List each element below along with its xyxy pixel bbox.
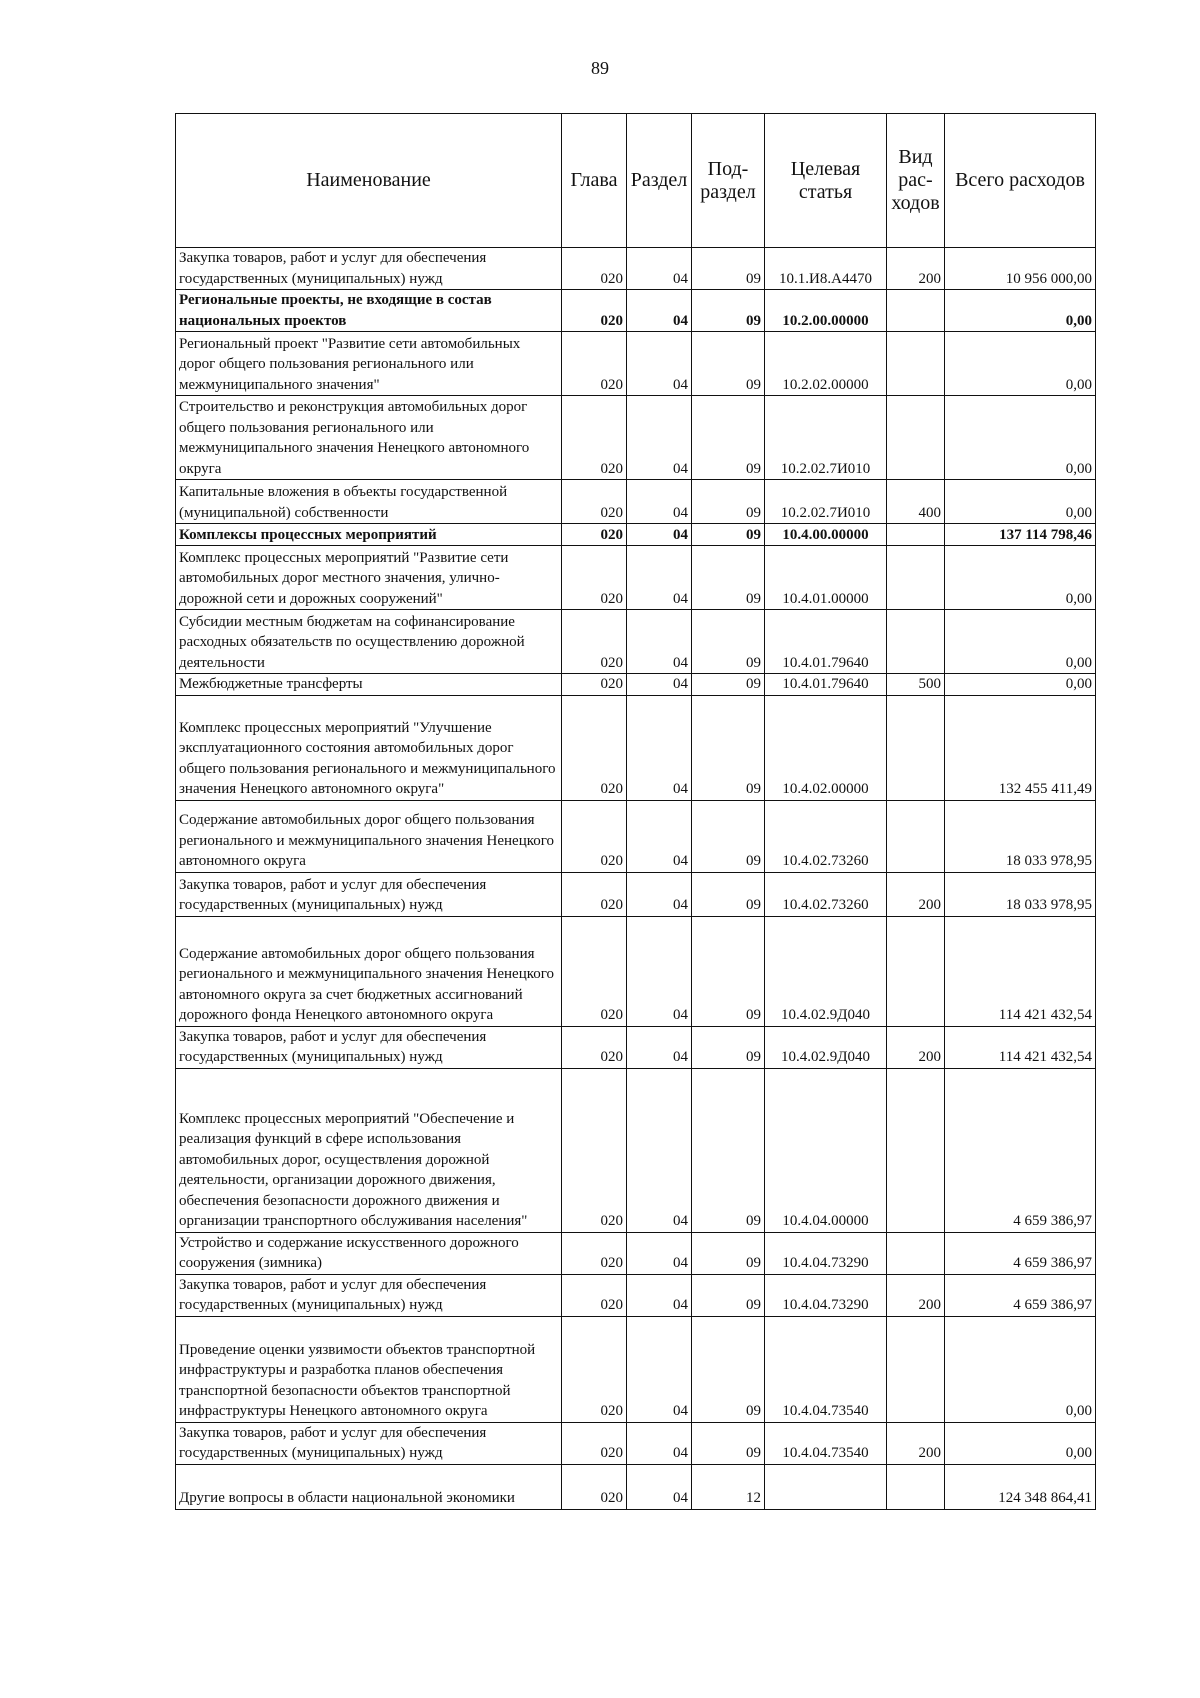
cell-subsection: 09	[692, 546, 765, 610]
cell-target-article	[765, 1464, 887, 1509]
header-chapter: Глава	[562, 114, 627, 248]
cell-section: 04	[627, 332, 692, 396]
cell-subsection: 09	[692, 872, 765, 916]
cell-chapter: 020	[562, 524, 627, 546]
cell-section: 04	[627, 800, 692, 872]
cell-expense-kind: 200	[887, 1422, 945, 1464]
cell-expense-kind: 200	[887, 1274, 945, 1316]
cell-expense-kind	[887, 1232, 945, 1274]
cell-section: 04	[627, 1422, 692, 1464]
table-row	[176, 1274, 1096, 1316]
cell-expense-kind	[887, 332, 945, 396]
cell-total: 0,00	[945, 674, 1096, 696]
cell-name: Комплексы процессных мероприятий	[176, 524, 562, 546]
cell-total: 4 659 386,97	[945, 1232, 1096, 1274]
cell-total: 10 956 000,00	[945, 248, 1096, 290]
cell-chapter: 020	[562, 248, 627, 290]
cell-total: 4 659 386,97	[945, 1068, 1096, 1232]
cell-target-article: 10.2.00.00000	[765, 290, 887, 332]
cell-chapter: 020	[562, 1464, 627, 1509]
cell-chapter: 020	[562, 695, 627, 800]
cell-target-article: 10.4.01.79640	[765, 610, 887, 674]
cell-total: 0,00	[945, 480, 1096, 524]
cell-subsection: 09	[692, 800, 765, 872]
cell-target-article: 10.2.02.7И010	[765, 396, 887, 480]
cell-subsection: 12	[692, 1464, 765, 1509]
cell-name: Региональные проекты, не входящие в состав национальных проектов	[176, 290, 562, 332]
cell-section: 04	[627, 1274, 692, 1316]
cell-section: 04	[627, 1316, 692, 1422]
cell-expense-kind: 500	[887, 674, 945, 696]
cell-total: 18 033 978,95	[945, 872, 1096, 916]
cell-name: Устройство и содержание искусственного дорожного сооружения (зимника)	[176, 1232, 562, 1274]
cell-target-article: 10.2.02.7И010	[765, 480, 887, 524]
cell-expense-kind	[887, 916, 945, 1026]
cell-expense-kind	[887, 695, 945, 800]
cell-total: 137 114 798,46	[945, 524, 1096, 546]
cell-expense-kind	[887, 546, 945, 610]
cell-expense-kind	[887, 396, 945, 480]
table-row	[176, 1068, 1096, 1232]
table-row	[176, 290, 1096, 332]
cell-expense-kind	[887, 290, 945, 332]
table-row	[176, 546, 1096, 610]
table-row	[176, 1316, 1096, 1422]
cell-total: 0,00	[945, 1422, 1096, 1464]
cell-subsection: 09	[692, 396, 765, 480]
table-row	[176, 480, 1096, 524]
cell-chapter: 020	[562, 1068, 627, 1232]
cell-section: 04	[627, 546, 692, 610]
header-subsection: Под- раздел	[692, 114, 765, 248]
cell-name: Комплекс процессных мероприятий "Улучшение эксплуатационного состояния автомобильных дорог общего пользования регионального и межмуниципального значения Ненецкого автономного округа"	[176, 695, 562, 800]
cell-name: Субсидии местным бюджетам на софинансирование расходных обязательств по осуществлению дорожной деятельности	[176, 610, 562, 674]
cell-total: 0,00	[945, 396, 1096, 480]
cell-target-article: 10.1.И8.А4470	[765, 248, 887, 290]
cell-section: 04	[627, 524, 692, 546]
cell-chapter: 020	[562, 872, 627, 916]
cell-name: Закупка товаров, работ и услуг для обеспечения государственных (муниципальных) нужд	[176, 1422, 562, 1464]
cell-expense-kind	[887, 1316, 945, 1422]
header-name: Наименование	[176, 114, 562, 248]
cell-chapter: 020	[562, 610, 627, 674]
cell-section: 04	[627, 248, 692, 290]
cell-target-article: 10.4.04.73290	[765, 1232, 887, 1274]
cell-section: 04	[627, 396, 692, 480]
table-row	[176, 524, 1096, 546]
cell-subsection: 09	[692, 1068, 765, 1232]
cell-total: 132 455 411,49	[945, 695, 1096, 800]
cell-chapter: 020	[562, 1316, 627, 1422]
cell-total: 0,00	[945, 1316, 1096, 1422]
cell-total: 0,00	[945, 610, 1096, 674]
cell-subsection: 09	[692, 695, 765, 800]
cell-name: Закупка товаров, работ и услуг для обеспечения государственных (муниципальных) нужд	[176, 248, 562, 290]
cell-target-article: 10.4.04.73290	[765, 1274, 887, 1316]
cell-name: Содержание автомобильных дорог общего пользования регионального и межмуниципального значения Ненецкого автономного округа за счет бюджетных ассигнований дорожного фонда Ненецкого автономного округа	[176, 916, 562, 1026]
cell-chapter: 020	[562, 396, 627, 480]
cell-expense-kind	[887, 1464, 945, 1509]
cell-subsection: 09	[692, 1274, 765, 1316]
cell-name: Межбюджетные трансферты	[176, 674, 562, 696]
cell-expense-kind: 200	[887, 1026, 945, 1068]
cell-name: Комплекс процессных мероприятий "Развитие сети автомобильных дорог местного значения, улично-дорожной сети и дорожных сооружений"	[176, 546, 562, 610]
cell-chapter: 020	[562, 480, 627, 524]
cell-chapter: 020	[562, 1232, 627, 1274]
cell-name: Другие вопросы в области национальной экономики	[176, 1464, 562, 1509]
cell-section: 04	[627, 695, 692, 800]
cell-total: 4 659 386,97	[945, 1274, 1096, 1316]
cell-section: 04	[627, 1464, 692, 1509]
cell-name: Комплекс процессных мероприятий "Обеспечение и реализация функций в сфере использования автомобильных дорог, осуществления дорожной деятельности, организации дорожного движения, обеспечения безопасности дорожного движения и организации транспортного обслуживания населения"	[176, 1068, 562, 1232]
cell-expense-kind	[887, 524, 945, 546]
table-body	[176, 248, 1096, 1510]
header-expense-kind: Вид рас- ходов	[887, 114, 945, 248]
cell-expense-kind	[887, 800, 945, 872]
cell-target-article: 10.4.02.73260	[765, 800, 887, 872]
cell-chapter: 020	[562, 800, 627, 872]
cell-subsection: 09	[692, 1026, 765, 1068]
page-number: 89	[591, 58, 609, 78]
table-row	[176, 610, 1096, 674]
cell-chapter: 020	[562, 916, 627, 1026]
cell-subsection: 09	[692, 674, 765, 696]
table-row	[176, 872, 1096, 916]
cell-total: 114 421 432,54	[945, 1026, 1096, 1068]
cell-chapter: 020	[562, 674, 627, 696]
table-row	[176, 396, 1096, 480]
table-header-row	[176, 114, 1096, 248]
cell-name: Закупка товаров, работ и услуг для обеспечения государственных (муниципальных) нужд	[176, 1274, 562, 1316]
table-row	[176, 1026, 1096, 1068]
cell-subsection: 09	[692, 248, 765, 290]
cell-target-article: 10.4.02.00000	[765, 695, 887, 800]
cell-target-article: 10.4.04.73540	[765, 1316, 887, 1422]
cell-total: 0,00	[945, 546, 1096, 610]
cell-target-article: 10.4.04.00000	[765, 1068, 887, 1232]
cell-chapter: 020	[562, 332, 627, 396]
cell-subsection: 09	[692, 480, 765, 524]
cell-name: Строительство и реконструкция автомобильных дорог общего пользования регионального или межмуниципального значения Ненецкого автономного округа	[176, 396, 562, 480]
cell-chapter: 020	[562, 546, 627, 610]
cell-chapter: 020	[562, 1422, 627, 1464]
table-row	[176, 695, 1096, 800]
cell-chapter: 020	[562, 1274, 627, 1316]
cell-expense-kind	[887, 1068, 945, 1232]
cell-section: 04	[627, 1232, 692, 1274]
cell-name: Региональный проект "Развитие сети автомобильных дорог общего пользования регионального или межмуниципального значения"	[176, 332, 562, 396]
header-total: Всего расходов	[945, 114, 1096, 248]
cell-total: 0,00	[945, 332, 1096, 396]
cell-section: 04	[627, 1068, 692, 1232]
budget-table	[175, 113, 1096, 1510]
cell-expense-kind: 400	[887, 480, 945, 524]
cell-total: 0,00	[945, 290, 1096, 332]
cell-name: Закупка товаров, работ и услуг для обеспечения государственных (муниципальных) нужд	[176, 1026, 562, 1068]
cell-total: 124 348 864,41	[945, 1464, 1096, 1509]
cell-chapter: 020	[562, 1026, 627, 1068]
cell-section: 04	[627, 1026, 692, 1068]
cell-subsection: 09	[692, 290, 765, 332]
cell-subsection: 09	[692, 1232, 765, 1274]
cell-target-article: 10.2.02.00000	[765, 332, 887, 396]
table-row	[176, 674, 1096, 696]
cell-target-article: 10.4.01.79640	[765, 674, 887, 696]
cell-section: 04	[627, 480, 692, 524]
cell-target-article: 10.4.01.00000	[765, 546, 887, 610]
table-row	[176, 332, 1096, 396]
cell-subsection: 09	[692, 610, 765, 674]
table-row	[176, 916, 1096, 1026]
cell-section: 04	[627, 872, 692, 916]
cell-subsection: 09	[692, 916, 765, 1026]
cell-target-article: 10.4.02.9Д040	[765, 916, 887, 1026]
cell-section: 04	[627, 674, 692, 696]
cell-name: Закупка товаров, работ и услуг для обеспечения государственных (муниципальных) нужд	[176, 872, 562, 916]
cell-expense-kind: 200	[887, 248, 945, 290]
cell-expense-kind	[887, 610, 945, 674]
cell-name: Проведение оценки уязвимости объектов транспортной инфраструктуры и разработка планов обеспечения транспортной безопасности объектов транспортной инфраструктуры Ненецкого автономного округа	[176, 1316, 562, 1422]
cell-section: 04	[627, 610, 692, 674]
cell-name: Содержание автомобильных дорог общего пользования регионального и межмуниципального значения Ненецкого автономного округа	[176, 800, 562, 872]
table-row	[176, 1422, 1096, 1464]
header-target-article: Целевая статья	[765, 114, 887, 248]
table-row	[176, 1464, 1096, 1509]
cell-target-article: 10.4.02.73260	[765, 872, 887, 916]
table-row	[176, 1232, 1096, 1274]
header-section: Раздел	[627, 114, 692, 248]
cell-target-article: 10.4.02.9Д040	[765, 1026, 887, 1068]
table-row	[176, 800, 1096, 872]
cell-subsection: 09	[692, 524, 765, 546]
cell-expense-kind: 200	[887, 872, 945, 916]
cell-target-article: 10.4.00.00000	[765, 524, 887, 546]
table-row	[176, 248, 1096, 290]
cell-name: Капитальные вложения в объекты государственной (муниципальной) собственности	[176, 480, 562, 524]
cell-total: 18 033 978,95	[945, 800, 1096, 872]
cell-subsection: 09	[692, 1422, 765, 1464]
cell-total: 114 421 432,54	[945, 916, 1096, 1026]
cell-section: 04	[627, 290, 692, 332]
cell-subsection: 09	[692, 1316, 765, 1422]
cell-target-article: 10.4.04.73540	[765, 1422, 887, 1464]
cell-section: 04	[627, 916, 692, 1026]
cell-chapter: 020	[562, 290, 627, 332]
cell-subsection: 09	[692, 332, 765, 396]
